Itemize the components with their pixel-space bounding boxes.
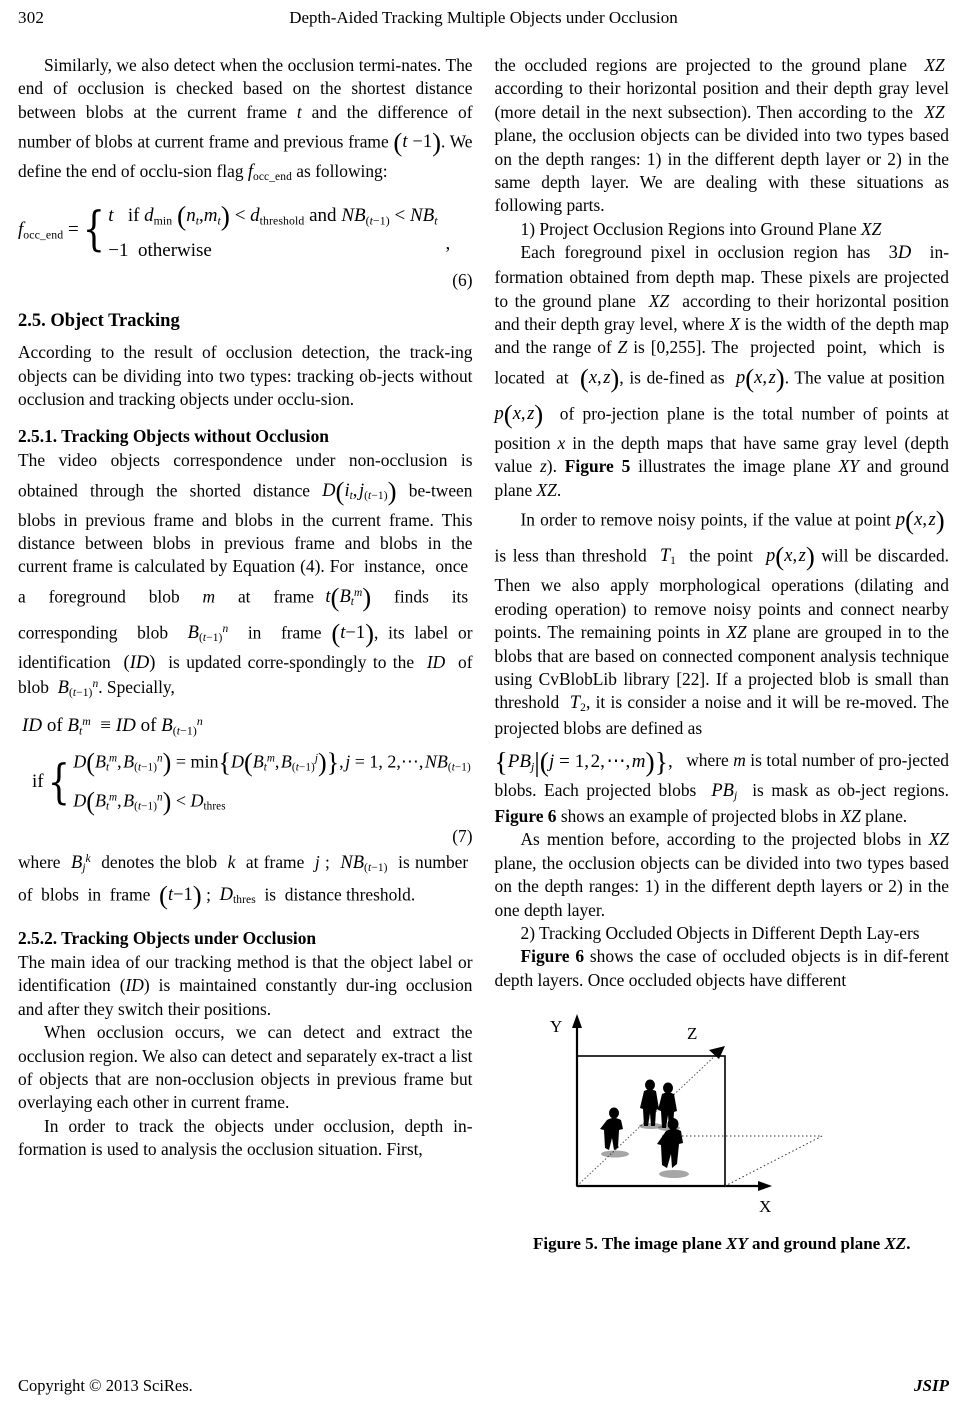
- right-column: [495, 54, 950, 1344]
- page-number: 302: [18, 8, 45, 27]
- equation-7-number: (7): [452, 826, 473, 847]
- person-silhouette-1: [639, 1080, 663, 1130]
- figure-6-reference-2: Figure 6: [520, 946, 585, 967]
- subsection-heading-2-5-1: 2.5.1. Tracking Objects without Occlusion: [18, 426, 329, 447]
- y-axis-label: Y: [549, 1017, 563, 1037]
- z-axis-arrowhead: [709, 1046, 725, 1059]
- z-axis-label: Z: [686, 1024, 698, 1044]
- paragraph-each-foreground-pixel: Each foreground pixel in occlusion region has 3D in-formation obtained from depth map. These pixels are projected to the ground plane XZ according to their horizontal position and their depth gray level, where X is the width of the depth map and the range of Z is [0,255]. The projected point, which is located at (x, z), is de-fined as p(x, z). The value at position p(x, z) of pro-jection plane is the total number of points at position x in the depth maps that have same gray level (depth value z). Figure 5 illustrates the image plane XY and ground plane XZ.: [494, 242, 950, 500]
- running-head: [18, 0, 949, 40]
- paragraph-figure6-different-depth: Figure 6 shows the case of occluded objects is in dif-ferent depth layers. Once occluded objects have different: [494, 946, 949, 990]
- figure-5-reference-1: Figure 5: [564, 456, 631, 477]
- paragraph-occluded-regions: the occluded regions are projected to the ground plane XZ according to their horizontal position and their depth gray level (more detail in the next subsection). Then according to the XZ plane, the occlusion objects can be divided into two types based on the depth ranges: 1) in the different depth layer or 2) in the same depth layer. We are dealing with these situations as following parts.: [494, 55, 949, 216]
- x-axis-label: X: [758, 1197, 772, 1217]
- figure-caption-end: .: [906, 1234, 911, 1254]
- figure-5: [495, 1006, 950, 1254]
- section-heading-2-5: 2.5. Object Tracking: [18, 310, 180, 331]
- two-column-body: [18, 54, 949, 1344]
- figure-caption-xz: XZ: [884, 1234, 907, 1254]
- x-axis-arrowhead: [758, 1181, 772, 1191]
- running-title: Depth-Aided Tracking Multiple Objects under Occlusion: [289, 8, 678, 27]
- figure-caption-mid: and ground plane: [747, 1234, 885, 1254]
- figure-caption-xy: XY: [726, 1234, 748, 1254]
- paragraph-in-order-to-track: In order to track the objects under occlusion, depth in-formation is used to analysis the occlusion situation. First,: [18, 1115, 473, 1160]
- y-axis-arrowhead: [572, 1014, 582, 1028]
- figure-6-reference-1: Figure 6: [494, 806, 557, 827]
- person-silhouette-group: [600, 1080, 689, 1179]
- paragraph-as-mention-before: As mention before, according to the projected blobs in XZ plane, the occlusion objects can be divided into two types based on the depth ranges: 1) in the different depth layers or 2) in the one depth layer.: [494, 829, 949, 920]
- page-footer: [18, 1376, 949, 1396]
- figure-5-diagram: [522, 1006, 922, 1221]
- paragraph-main-idea: The main idea of our tracking method is that the object label or identification (ID) is maintained constantly dur-ing occlusion and after they switch their positions.: [18, 951, 473, 1019]
- paragraph-remove-noisy-points: In order to remove noisy points, if the value at point p(x, z) is less than threshold $T_1$ the point p(x, z) will be discarded. Then we also apply morphological operations (dilating and eroding operation) to remove noisy points and connect nearby points. The remaining points in XZ plane are grouped in to the blobs that are based on connected component analysis technique using CvBlobLib library [22]. If a projected blob is small than threshold $T_2$, it is consider a noise and it will be re-moved. The projected blobs are defined as: [494, 505, 950, 738]
- paragraph-where-blob: where $B_j^k$ denotes the blob k at frame j ; $NB_{(t-1)}$ is number of blobs in frame (t−1) ; $D_{thres}$ is distance threshold.: [18, 852, 473, 910]
- copyright-notice: Copyright © 2013 SciRes.: [18, 1376, 193, 1395]
- left-column: [18, 54, 473, 1344]
- paragraph-video-objects: The video objects correspondence under non-occlusion is obtained through the shorted distance $D(i_t$, $j_{(t-1)}$) be-tween blobs in previous frame and blobs in the current frame. This distance between blobs in previous frame and blobs in the current frame is calculated by Equation (4). For instance, once a foreground blob m at frame $t(B_t^m)$ finds its corresponding blob $B_{(t-1)}^n$ in frame (t−1), its label or identification (ID) is updated corre-spondingly to the ID of blob $B_{(t-1)}^n$. Specially,: [18, 450, 473, 700]
- equation-6-number: (6): [452, 269, 473, 290]
- subsection-heading-2-5-2: 2.5.2. Tracking Objects under Occlusion: [18, 928, 317, 949]
- ground-plane-right-edge: [725, 1136, 822, 1186]
- person-silhouette-3: [600, 1108, 629, 1158]
- paragraph-tracking-occluded-heading: 2) Tracking Occluded Objects in Different Depth Lay-ers: [520, 923, 920, 944]
- equation-6: $f_{occ\_end}$ = { t if $d_{min}$ $(n_t,m_t) < d_{threshold}$ and $NB_{(t-1)} < NB_t$ −1 otherwise , (6): [18, 196, 473, 293]
- equation-7: ID of $B_t^m$ ≡ ID of $B_{(t-1)}^n$ if { $D(B_t^m$, $B_{(t-1)}^n) = \min\{D(B_t^m$, $B_{(t-1)}^j$)}, j = 1, 2,⋯, $NB_{(t-1)}$ $D(B_t^m$, $B_{(t-1)}^n) < D_{thres}$ (7): [18, 712, 473, 850]
- paragraph-according: According to the result of occlusion detection, the track-ing objects can be dividing into two types: tracking ob-jects without occlusion and tracking objects under occlu-sion.: [18, 342, 473, 409]
- figure-5-caption: [495, 1233, 950, 1254]
- journal-abbreviation: JSIP: [914, 1376, 949, 1395]
- figure-caption-prefix: Figure 5. The image plane: [533, 1234, 727, 1254]
- paragraph-project-occlusion-heading: 1) Project Occlusion Regions into Ground Plane XZ: [520, 218, 882, 239]
- paragraph-projected-blobs: {$PB_j|(j = 1$, 2, ⋯, m)}, where m is total number of pro-jected blobs. Each projected blobs $PB_j$ is mask as ob-ject regions. Figure 6 shows an example of projected blobs in XZ plane.: [494, 745, 949, 827]
- paragraph-similarly: Similarly, we also detect when the occlusion termi-nates. The end of occlusion is checked based on the shortest distance between blobs at the current frame t and the difference of number of blobs at current frame and previous frame (t −1). We define the end of occlu-sion flag $f_{occ\_end}$ as following:: [18, 55, 473, 184]
- paragraph-when-occlusion: When occlusion occurs, we can detect and extract the occlusion region. We also can detect and separately ex-tract a list of objects that are non-occlusion objects in previous frame but overlaying each other in current frame.: [18, 1022, 473, 1113]
